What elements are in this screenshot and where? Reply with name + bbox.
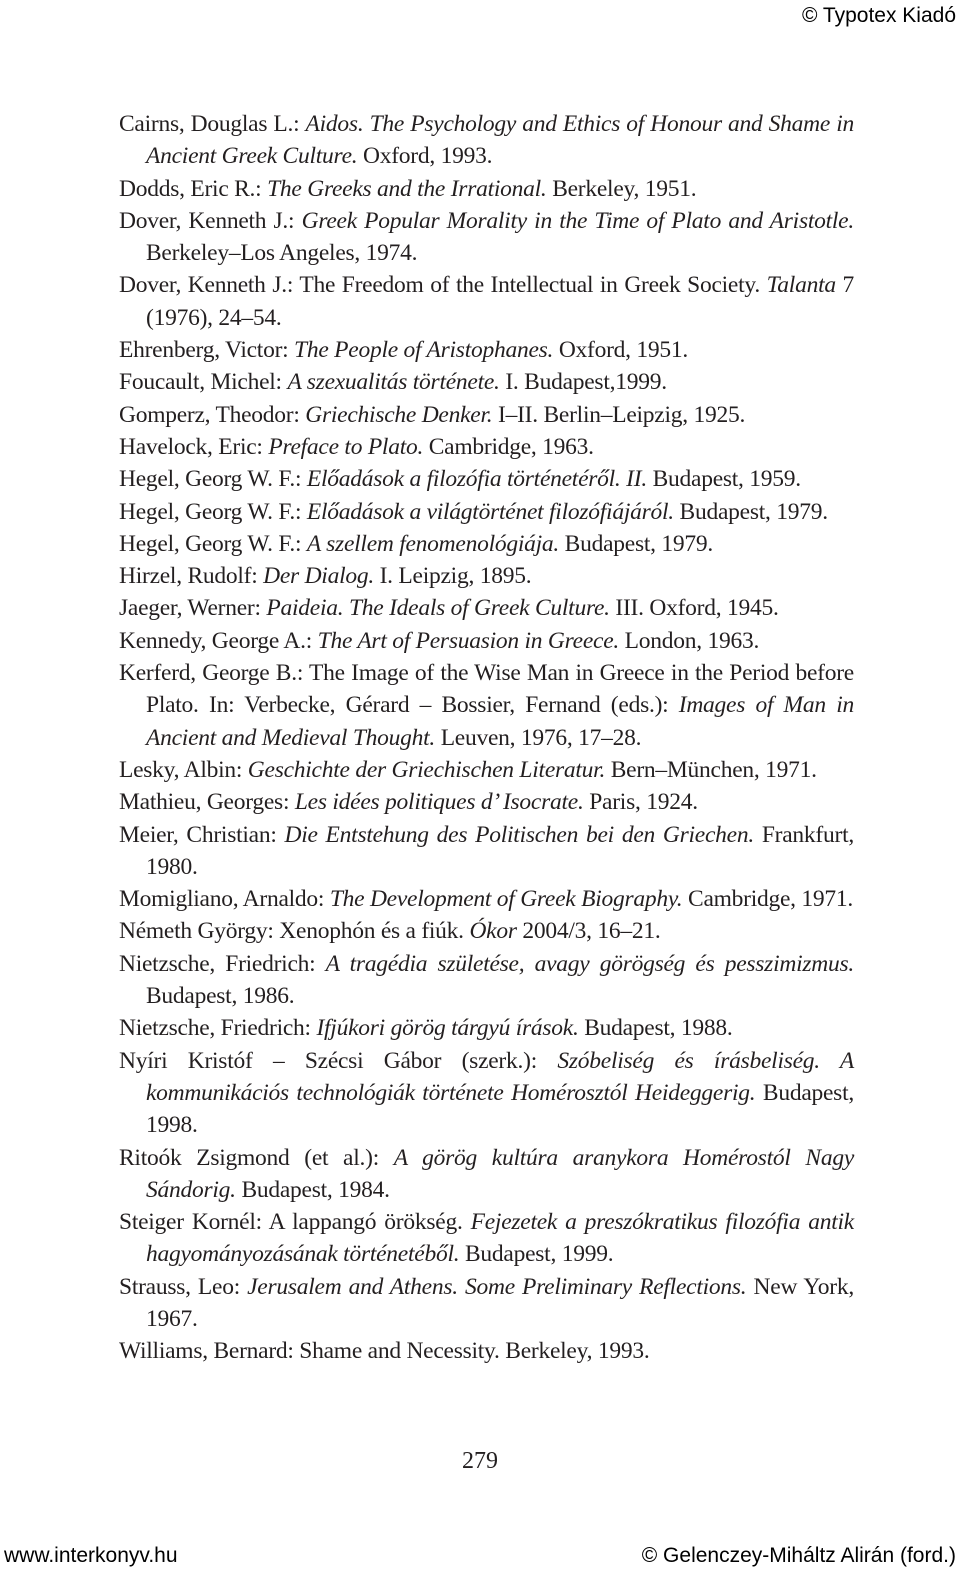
bibliography-entry: Momigliano, Arnaldo: The Development of Greek Biography. Cambridge, 1971. bbox=[119, 886, 854, 913]
bibliography-entry: Ritoók Zsigmond (et al.): A görög kultúra aranykora Homérostól Nagy Sándorig. Budapest, 1984. bbox=[119, 1144, 854, 1203]
bibliography-entry: Hegel, Georg W. F.: A szellem fenomenológiája. Budapest, 1979. bbox=[119, 530, 714, 557]
bibliography-entry: Nyíri Kristóf – Szécsi Gábor (szerk.): Szóbeliség és írásbeliség. A kommunikációs technológiák története Homérosztól Heideggerig. Budapest, 1998. bbox=[119, 1047, 854, 1139]
bibliography-entry: Mathieu, Georges: Les idées politiques d’ Isocrate. Paris, 1924. bbox=[119, 789, 698, 816]
bibliography-entry: Cairns, Douglas L.: Aidos. The Psychology and Ethics of Honour and Shame in Ancient Greek Culture. Oxford, 1993. bbox=[119, 111, 854, 170]
bibliography-entry: Hegel, Georg W. F.: Előadások a filozófia történetéről. II. Budapest, 1959. bbox=[119, 466, 801, 493]
bibliography-entry: Havelock, Eric: Preface to Plato. Cambridge, 1963. bbox=[119, 433, 594, 460]
bibliography-entry: Meier, Christian: Die Entstehung des Politischen bei den Griechen. Frankfurt, 1980. bbox=[119, 821, 854, 880]
bibliography-entry: Ehrenberg, Victor: The People of Aristophanes. Oxford, 1951. bbox=[119, 337, 689, 364]
bibliography-list bbox=[119, 108, 854, 1368]
page-number: 279 bbox=[462, 1448, 498, 1474]
bibliography-entry: Williams, Bernard: Shame and Necessity. Berkeley, 1993. bbox=[119, 1338, 650, 1365]
bibliography-entry: Strauss, Leo: Jerusalem and Athens. Some Preliminary Reflections. New York, 1967. bbox=[119, 1273, 854, 1332]
bibliography-entry: Foucault, Michel: A szexualitás története. I. Budapest,1999. bbox=[119, 369, 667, 396]
bibliography-entry: Dover, Kenneth J.: The Freedom of the Intellectual in Greek Society. Talanta 7 (1976), 24–54. bbox=[119, 272, 855, 331]
bibliography-entry: Nietzsche, Friedrich: A tragédia születése, avagy görögség és pesszimizmus. Budapest, 1986. bbox=[119, 950, 854, 1010]
bibliography-entry: Hirzel, Rudolf: Der Dialog. I. Leipzig, 1895. bbox=[119, 563, 532, 590]
bibliography-entry: Gomperz, Theodor: Griechische Denker. I–II. Berlin–Leipzig, 1925. bbox=[119, 401, 746, 428]
publisher-copyright: © Typotex Kiadó bbox=[801, 4, 956, 27]
translator-copyright: © Gelenczey-Miháltz Alirán (ford.) bbox=[641, 1544, 956, 1567]
bibliography-entry: Kennedy, George A.: The Art of Persuasion in Greece. London, 1963. bbox=[119, 627, 760, 654]
website-link[interactable]: www.interkonyv.hu bbox=[4, 1544, 178, 1567]
bibliography-entry: Jaeger, Werner: Paideia. The Ideals of Greek Culture. III. Oxford, 1945. bbox=[119, 595, 779, 622]
bibliography-entry: Steiger Kornél: A lappangó örökség. Fejezetek a preszókratikus filozófia antik hagyományozásának történetéből. Budapest, 1999. bbox=[119, 1209, 854, 1268]
bibliography-entry: Hegel, Georg W. F.: Előadások a világtörténet filozófiájáról. Budapest, 1979. bbox=[119, 498, 828, 525]
bibliography-entry: Nietzsche, Friedrich: Ifjúkori görög tárgyú írások. Budapest, 1988. bbox=[119, 1015, 733, 1042]
bibliography-entry: Kerferd, George B.: The Image of the Wise Man in Greece in the Period before Plato. In: Verbecke, Gérard – Bossier, Fernand (eds.): Images of Man in Ancient and Medieval Thought. Leuven, 1976, 17–28. bbox=[119, 660, 854, 751]
bibliography-entry: Németh György: Xenophón és a fiúk. Ókor 2004/3, 16–21. bbox=[119, 918, 661, 945]
bibliography-entry: Dover, Kenneth J.: Greek Popular Morality in the Time of Plato and Aristotle. Berkeley–Los Angeles, 1974. bbox=[119, 207, 854, 267]
bibliography-entry: Lesky, Albin: Geschichte der Griechischen Literatur. Bern–München, 1971. bbox=[119, 756, 817, 783]
bibliography-entry: Dodds, Eric R.: The Greeks and the Irrational. Berkeley, 1951. bbox=[119, 175, 697, 202]
